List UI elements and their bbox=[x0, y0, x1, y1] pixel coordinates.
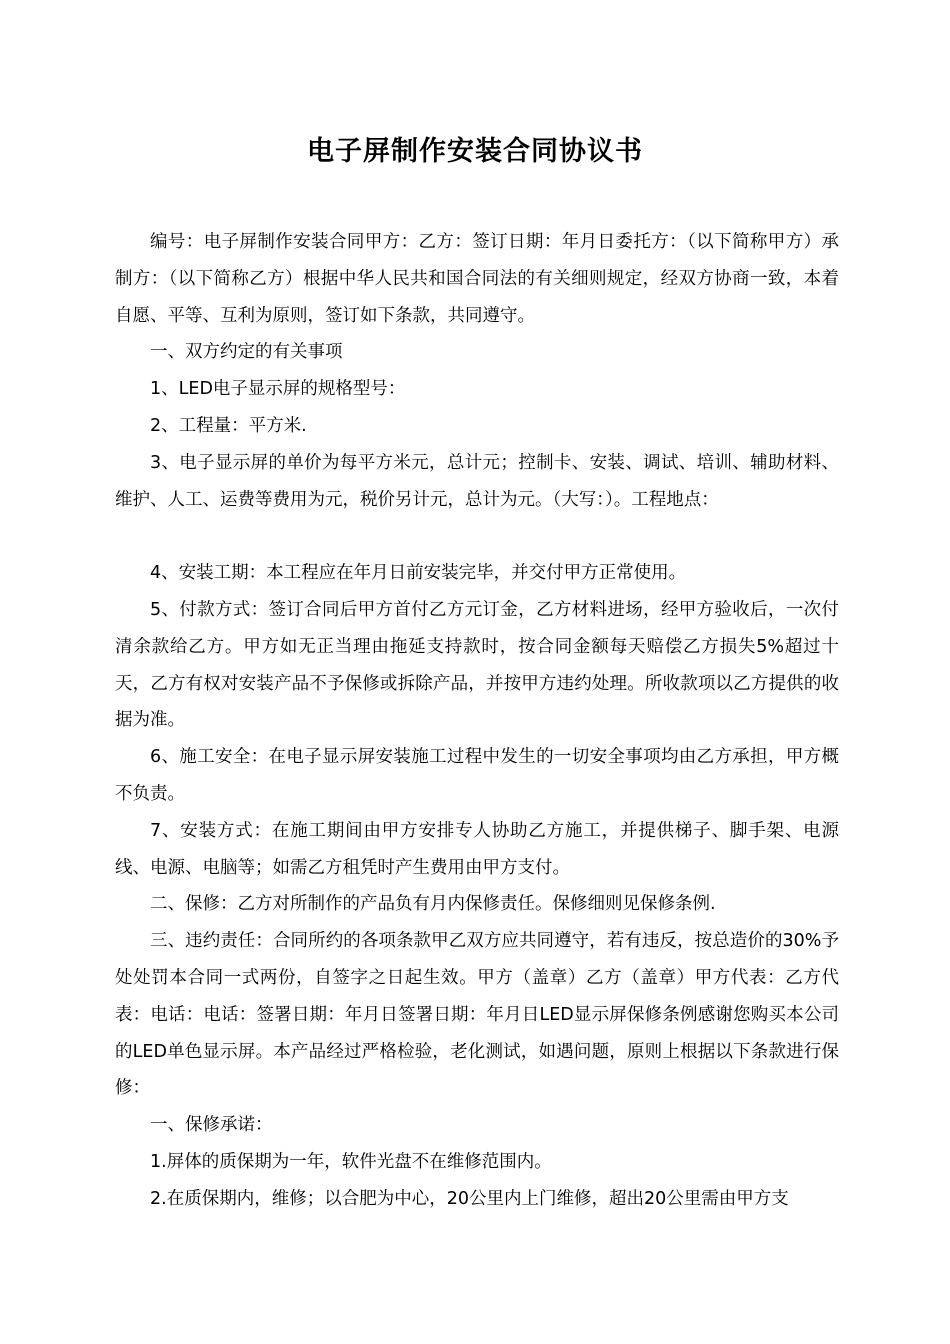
document-body bbox=[115, 224, 839, 1218]
paragraph-intro: 编号：电子屏制作安装合同甲方：乙方：签订日期：年月日委托方：（以下简称甲方）承制方：（以下简称乙方）根据中华人民共和国合同法的有关细则规定，经双方协商一致，本着自愿、平等、互利为原则，签订如下条款，共同遵守。 bbox=[115, 232, 839, 326]
paragraph-item-1: 1、LED电子显示屏的规格型号： bbox=[150, 379, 406, 400]
paragraph-section-2: 二、保修：乙方对所制作的产品负有月内保修责任。保修细则见保修条例. bbox=[150, 894, 716, 915]
paragraph-item-4: 4、安装工期：本工程应在年月日前安装完毕，并交付甲方正常使用。 bbox=[150, 563, 687, 584]
document-title: 电子屏制作安装合同协议书 bbox=[307, 136, 643, 167]
paragraph-item-5: 5、付款方式：签订合同后甲方首付乙方元订金，乙方材料进场，经甲方验收后，一次付清余款给乙方。甲方如无正当理由拖延支持款时，按合同金额每天赔偿乙方损失5%超过十天，乙方有权对安装产品不予保修或拆除产品，并按甲方违约处理。所收款项以乙方提供的收据为准。 bbox=[115, 599, 839, 731]
paragraph-item-7: 7、安装方式：在施工期间由甲方安排专人协助乙方施工，并提供梯子、脚手架、电源线、电源、电脑等；如需乙方租凭时产生费用由甲方支付。 bbox=[115, 820, 839, 878]
paragraph-item-2: 2、工程量：平方米. bbox=[150, 415, 307, 436]
paragraph-warranty-item-1: 1.屏体的质保期为一年，软件光盘不在维修范围内。 bbox=[150, 1151, 552, 1172]
paragraph-item-3: 3、电子显示屏的单价为每平方米元，总计元；控制卡、安装、调试、培训、辅助材料、维护、人工、运费等费用为元，税价另计元，总计为元。（大写：）。工程地点： bbox=[115, 452, 839, 510]
paragraph-warranty-item-2: 2.在质保期内，维修；以合肥为中心，20公里内上门维修，超出20公里需由甲方支 bbox=[150, 1188, 789, 1209]
paragraph-section-3: 三、违约责任：合同所约的各项条款甲乙双方应共同遵守，若有违反，按总造价的30%予处处罚本合同一式两份，自签字之日起生效。甲方（盖章）乙方（盖章）甲方代表：乙方代表：电话：电话：签署日期：年月日签署日期：年月日LED显示屏保修条例感谢您购买本公司的LED单色显示屏。本产品经过严格检验，老化测试，如遇问题，原则上根据以下条款进行保修： bbox=[115, 931, 839, 1099]
paragraph-section-1-heading: 一、双方约定的有关事项 bbox=[150, 342, 343, 363]
paragraph-warranty-heading: 一、保修承诺： bbox=[150, 1115, 273, 1136]
paragraph-item-6: 6、施工安全：在电子显示屏安装施工过程中发生的一切安全事项均由乙方承担，甲方概不负责。 bbox=[115, 747, 839, 804]
